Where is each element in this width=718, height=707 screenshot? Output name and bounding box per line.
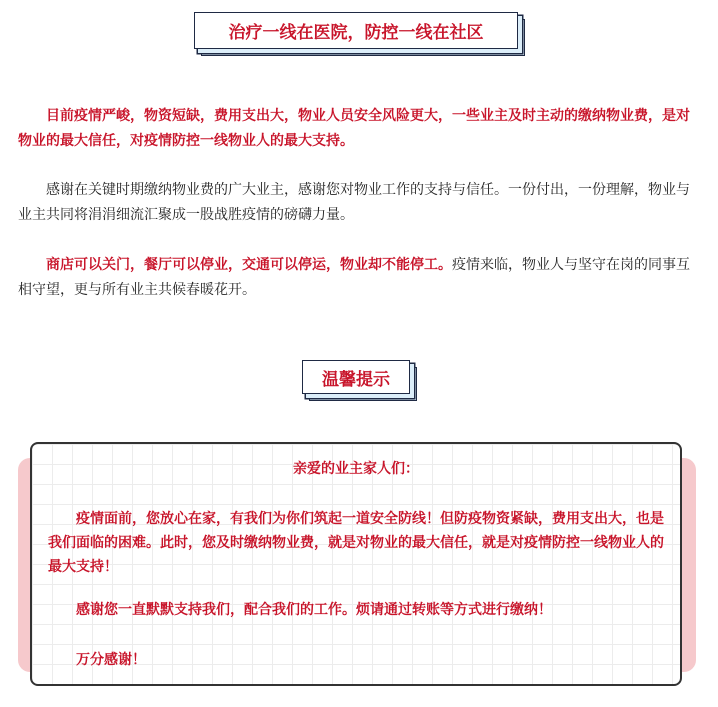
notice-title-box bbox=[302, 360, 410, 394]
notice-title: 温馨提示 bbox=[322, 369, 390, 390]
notice-salutation: 亲爱的业主家人们： bbox=[293, 461, 419, 477]
notice-closing bbox=[48, 648, 668, 672]
paragraph-duty-text: 疫情来临，物业人与坚守在岗的同事互相守望，更与所有业主共候春暖花开。 bbox=[18, 257, 690, 298]
notice-body-1-text: 疫情面前，您放心在家，有我们为你们筑起一道安全防线！但防疫物资紧缺，费用支出大，也是我们面临的困难。此时，您及时缴纳物业费，就是对物业的最大信任，就是对疫情防控一线物业人的最大支持！ bbox=[48, 511, 664, 575]
header-title-box bbox=[194, 12, 518, 49]
paragraph-duty bbox=[18, 253, 700, 303]
notice-body-1 bbox=[48, 507, 668, 579]
page-title: 治疗一线在医院，防控一线在社区 bbox=[228, 23, 484, 43]
notice-closing-text: 万分感谢！ bbox=[76, 652, 146, 668]
paragraph-support-text: 目前疫情严峻，物资短缺，费用支出大，物业人员安全风险更大，一些业主及时主动的缴纳物业费，是对物业的最大信任，对疫情防控一线物业人的最大支持。 bbox=[18, 108, 690, 149]
notice-body-2 bbox=[48, 598, 668, 622]
paragraph-duty-highlight: 商店可以关门，餐厅可以停业，交通可以停运，物业却不能停工。 bbox=[46, 257, 452, 273]
paragraph-thanks bbox=[18, 178, 700, 228]
paragraph-thanks-text: 感谢在关键时期缴纳物业费的广大业主，感谢您对物业工作的支持与信任。一份付出，一份理解，物业与业主共同将涓涓细流汇聚成一股战胜疫情的磅礴力量。 bbox=[18, 182, 690, 223]
paragraph-support bbox=[18, 104, 700, 154]
notice-body-2-text: 感谢您一直默默支持我们，配合我们的工作。烦请通过转账等方式进行缴纳！ bbox=[76, 602, 552, 618]
